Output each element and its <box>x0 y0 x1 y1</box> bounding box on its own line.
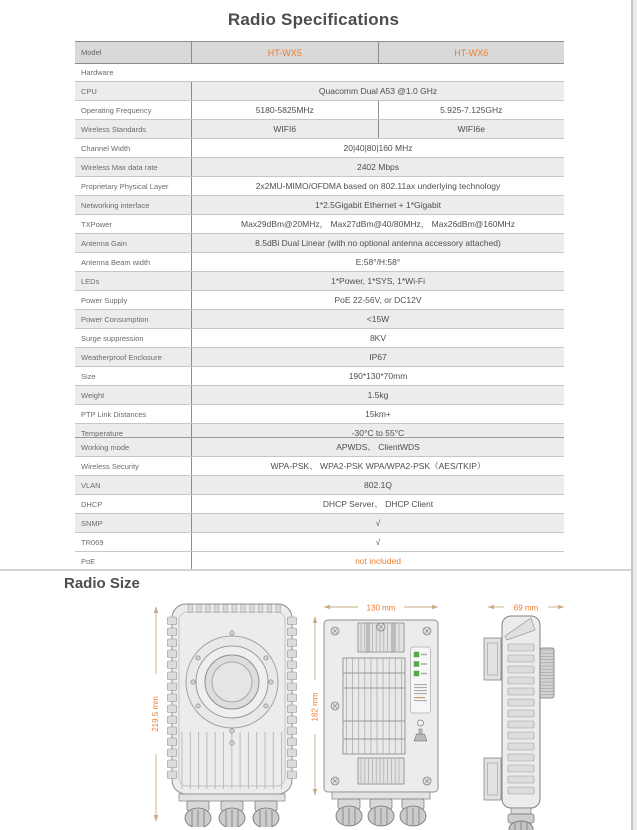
software-row <box>75 457 564 476</box>
row-value-model2: WIFI6e <box>378 120 565 138</box>
side-view-drawing <box>458 600 573 830</box>
row-label: PoE <box>75 552 192 570</box>
row-label: VLAN <box>75 476 192 494</box>
row-label: DHCP <box>75 495 192 513</box>
row-label: SNMP <box>75 514 192 532</box>
row-value: not included <box>355 556 401 566</box>
row-label: Channel Width <box>75 139 192 157</box>
spec-row <box>75 215 564 234</box>
row-label: Antenna Beam width <box>75 253 192 271</box>
row-value: 15km+ <box>365 409 391 419</box>
spec-row <box>75 367 564 386</box>
rear-width-label: 130 mm <box>366 603 396 613</box>
model-2-name: HT-WX6 <box>378 42 565 63</box>
row-label: Networking interface <box>75 196 192 214</box>
software-row <box>75 514 564 533</box>
row-value: 8.5dBi Dual Linear (with no optional antenna accessory attached) <box>255 238 501 248</box>
spec-table <box>75 41 564 443</box>
row-label: Temperature <box>75 424 192 442</box>
spec-row <box>75 196 564 215</box>
spec-row <box>75 291 564 310</box>
front-height-label: 219.5 mm <box>151 696 160 732</box>
row-label: LEDs <box>75 272 192 290</box>
spec-row <box>75 139 564 158</box>
hardware-section-row <box>75 64 564 82</box>
row-value-model1: WIFI6 <box>273 124 297 134</box>
row-value: √ <box>375 537 381 547</box>
rf-connector <box>540 648 554 698</box>
row-value: APWDS、 ClientWDS <box>336 442 420 452</box>
row-value: -30°C to 55°C <box>351 428 405 438</box>
row-value: <15W <box>366 314 390 324</box>
scrollbar-track[interactable] <box>631 0 637 830</box>
row-value-model1: 5180-5825MHz <box>255 105 314 115</box>
lens-rings <box>186 636 278 728</box>
rear-view-drawing <box>308 600 448 828</box>
rear-height-label: 182 mm <box>310 692 320 722</box>
side-depth-dimension <box>488 604 564 613</box>
rear-height-dimension <box>311 616 320 796</box>
hardware-section-label: Hardware <box>81 68 114 77</box>
spec-row <box>75 405 564 424</box>
section-divider <box>0 569 637 571</box>
row-label: TR069 <box>75 533 192 551</box>
spec-row <box>75 329 564 348</box>
row-label: Antenna Gain <box>75 234 192 252</box>
side-depth-label: 69 mm <box>513 603 539 613</box>
row-value: Max29dBm@20MHz， Max27dBm@40/80MHz， Max26dBm@160MHz <box>241 219 515 229</box>
software-row <box>75 495 564 514</box>
row-value: 190*130*70mm <box>348 371 408 381</box>
spec-row <box>75 234 564 253</box>
row-label: Size <box>75 367 192 385</box>
model-1-name: HT-WX5 <box>267 47 302 58</box>
row-value: 802.1Q <box>364 480 392 490</box>
mounting-brackets <box>484 638 501 800</box>
spec-row <box>75 386 564 405</box>
spec-table-header-row <box>75 41 564 64</box>
software-row <box>75 476 564 495</box>
row-label: Weatherproof Enclosure <box>75 348 192 366</box>
row-value: 1*2.5Gigabit Ethernet + 1*Gigabit <box>315 200 441 210</box>
spec-row <box>75 272 564 291</box>
led-label-panel <box>411 647 431 713</box>
software-table <box>75 437 564 571</box>
row-label: Wireless Max data rate <box>75 158 192 176</box>
row-value: √ <box>375 518 381 528</box>
row-value: 20|40|80|160 MHz <box>343 143 413 153</box>
row-value: 1.5kg <box>367 390 389 400</box>
spec-row <box>75 120 564 139</box>
row-value: 1*Power, 1*SYS, 1*Wi-Fi <box>330 276 425 286</box>
row-label: Wireless Security <box>75 457 192 475</box>
spec-row <box>75 253 564 272</box>
row-value: 2402 Mbps <box>356 162 400 172</box>
row-label: CPU <box>75 82 192 100</box>
spec-row <box>75 101 564 120</box>
model-header-label: Model <box>75 42 192 63</box>
side-gland <box>508 808 534 830</box>
row-value: E:58°/H:58° <box>355 257 401 267</box>
page-title: Radio Specifications <box>227 10 400 29</box>
row-value: WPA-PSK、 WPA2-PSK WPA/WPA2-PSK（AES/TKIP） <box>270 461 486 471</box>
front-view-drawing <box>146 602 301 827</box>
row-value: 8KV <box>369 333 387 343</box>
row-label: Wireless Standards <box>75 120 192 138</box>
row-label: Working mode <box>75 438 192 456</box>
spec-row <box>75 177 564 196</box>
row-value: 2x2MU-MIMO/OFDMA based on 802.11ax underlying technology <box>255 181 501 191</box>
front-height-dimension <box>151 606 160 822</box>
row-value: Quacomm Dual A53 @1.0 GHz <box>318 86 438 96</box>
software-row <box>75 438 564 457</box>
row-value: PoE 22-56V, or DC12V <box>334 295 422 305</box>
row-value-model2: 5.925-7.125GHz <box>378 101 565 119</box>
row-label: Weight <box>75 386 192 404</box>
row-value: IP67 <box>369 352 387 362</box>
spec-row <box>75 310 564 329</box>
row-label: TXPower <box>75 215 192 233</box>
spec-row <box>75 82 564 101</box>
rear-width-dimension <box>324 604 438 613</box>
row-value: DHCP Server、 DHCP Client <box>322 499 434 509</box>
software-row <box>75 533 564 552</box>
radio-size-title: Radio Size <box>64 575 140 592</box>
row-label: Proprietary Physical Layer <box>75 177 192 195</box>
row-label: Surge suppression <box>75 329 192 347</box>
row-label: PTP Link Distances <box>75 405 192 423</box>
software-row <box>75 552 564 570</box>
row-label: Operating Frequency <box>75 101 192 119</box>
row-label: Power Consumption <box>75 310 192 328</box>
row-label: Power Supply <box>75 291 192 309</box>
spec-row <box>75 158 564 177</box>
spec-row <box>75 348 564 367</box>
